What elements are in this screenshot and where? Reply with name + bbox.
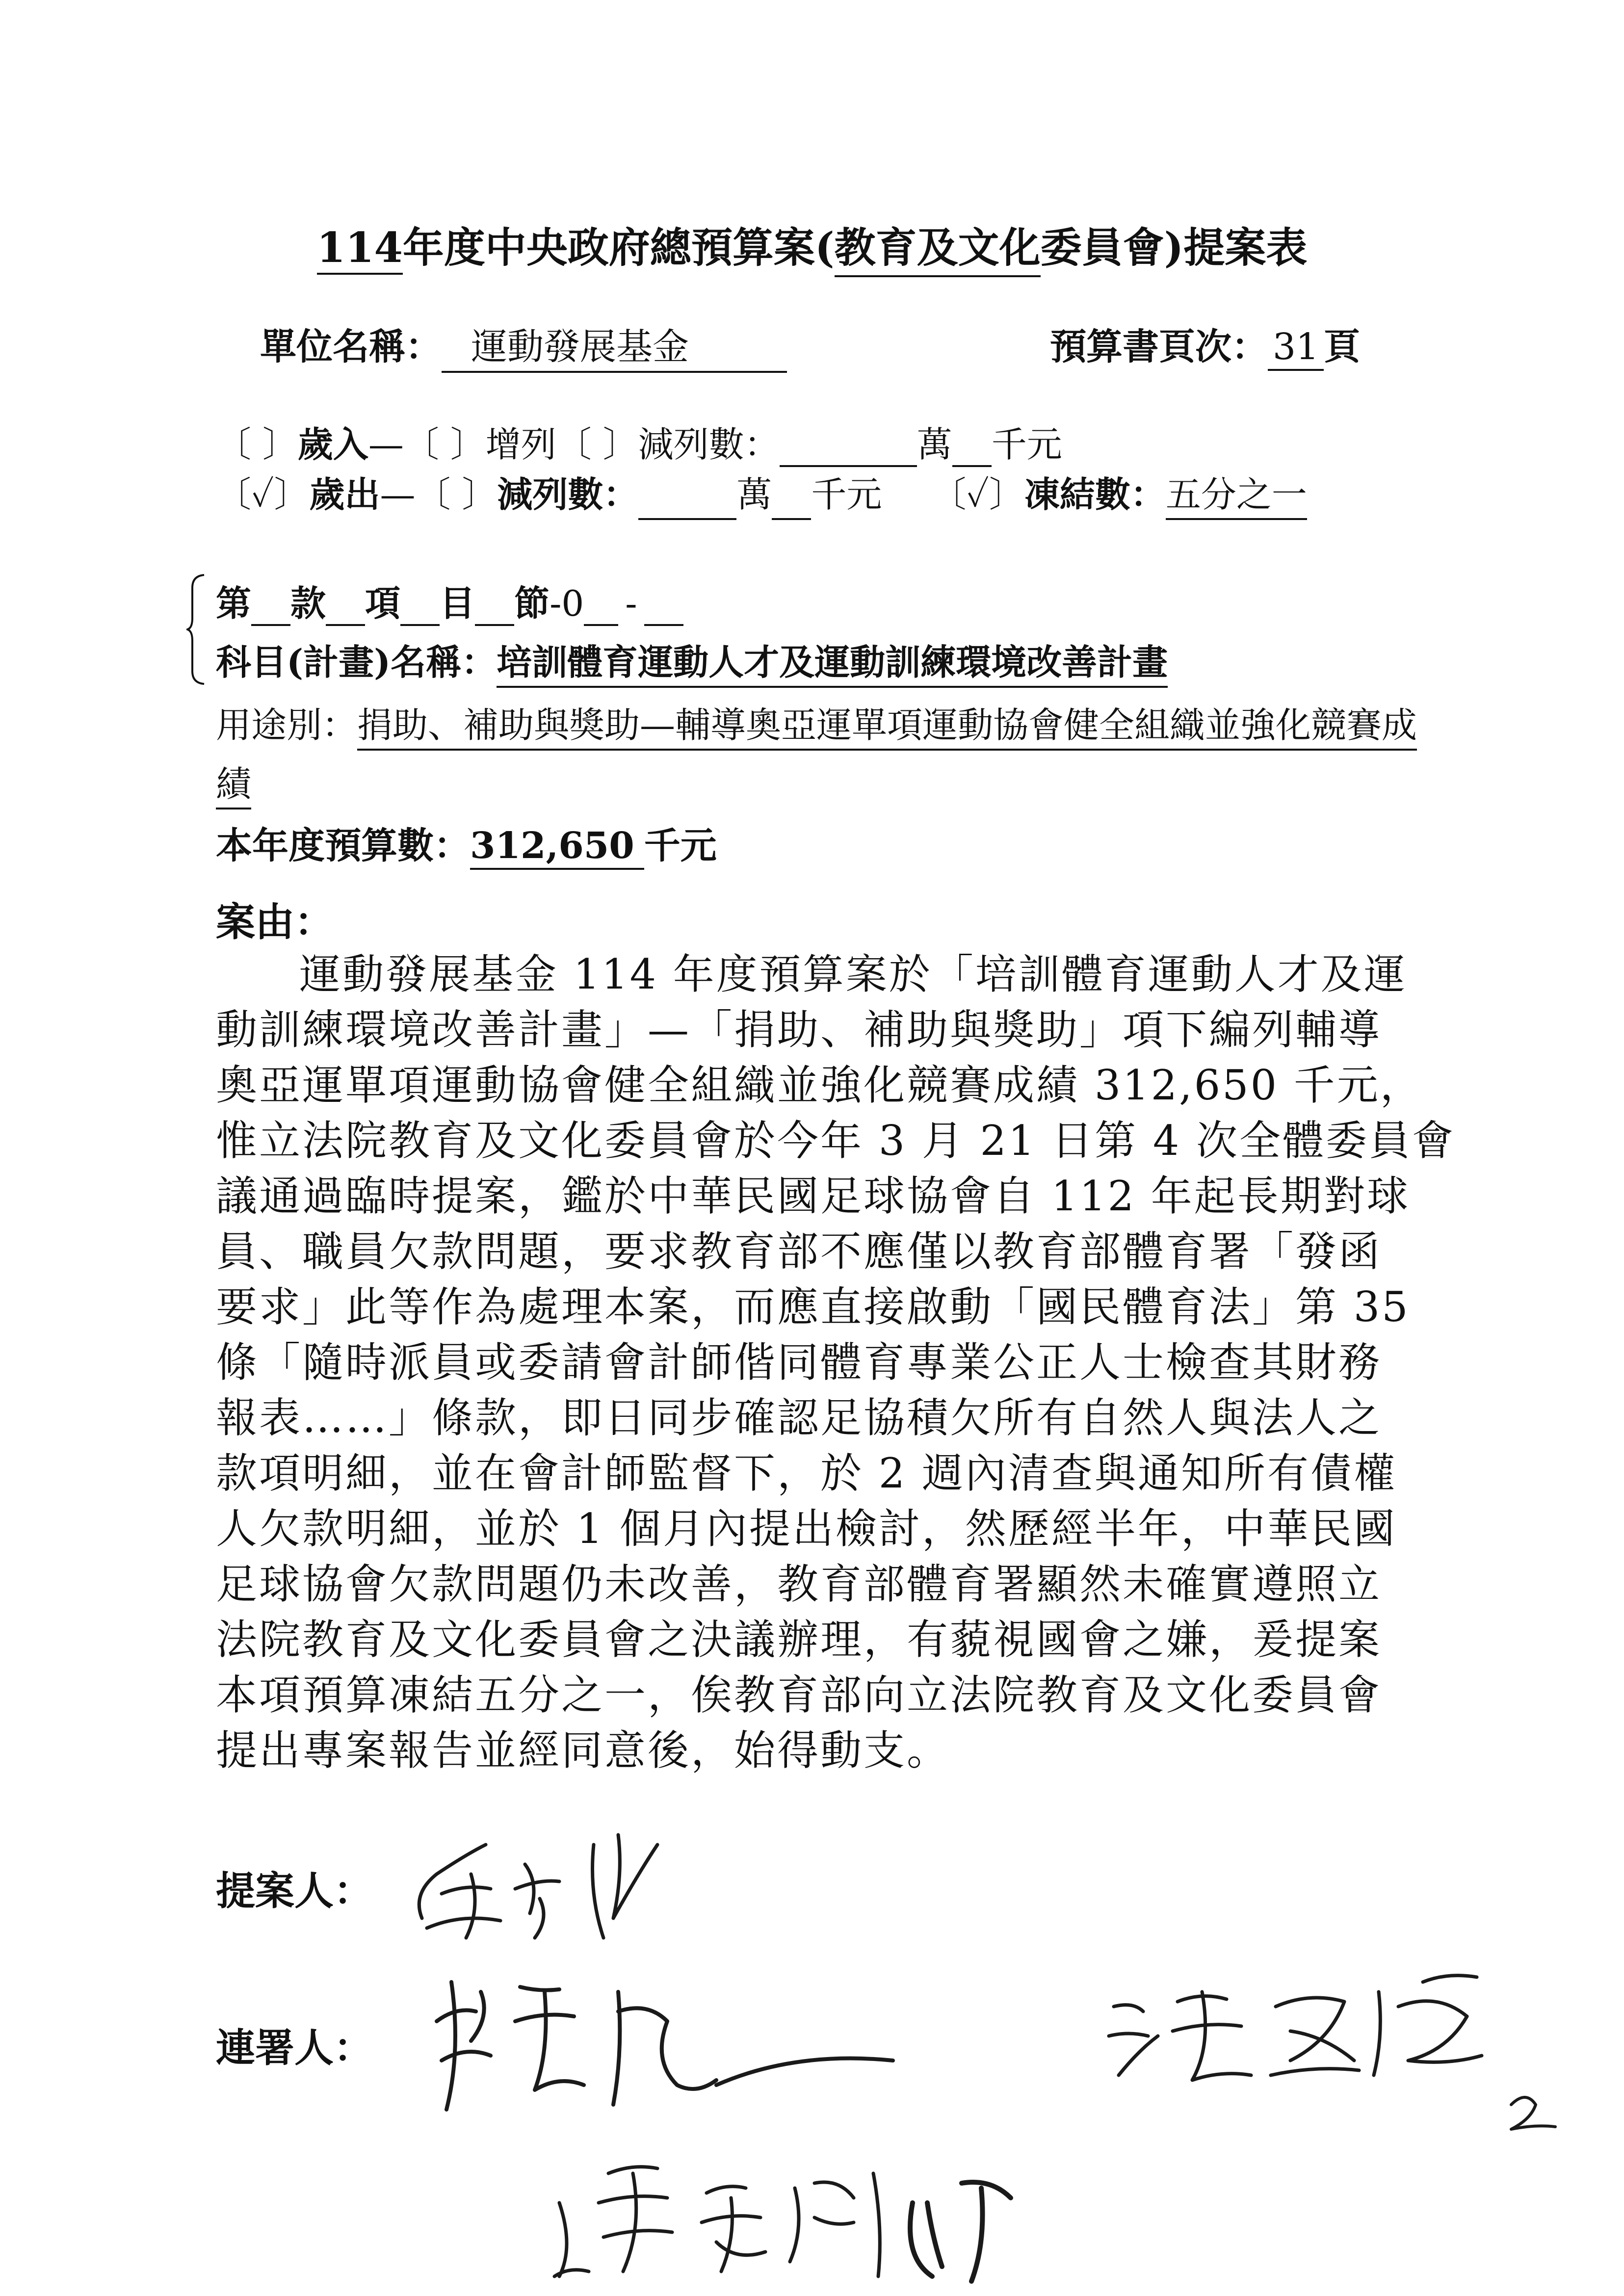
budget-label: 本年度預算數： bbox=[216, 825, 470, 867]
revenue-dash: — bbox=[368, 424, 404, 465]
revenue-row bbox=[216, 416, 1062, 467]
page-ref-suffix: 頁 bbox=[1324, 326, 1361, 368]
budget-value: 312,650 bbox=[470, 825, 644, 870]
revenue-qian-blank bbox=[952, 434, 992, 467]
reason-line: 議通過臨時提案，鑑於中華民國足球協會自 112 年起長期對球 bbox=[216, 1172, 1410, 1220]
code-tail: -0 bbox=[550, 583, 584, 624]
proposer-signature bbox=[393, 1815, 736, 1943]
reason-line: 足球協會欠款問題仍未改善，教育部體育署顯然未確實遵照立 bbox=[216, 1560, 1382, 1608]
code-kuan-prefix: 第 bbox=[216, 582, 252, 624]
reason-line: 奧亞運單項運動協會健全組織並強化競賽成績 312,650 千元， bbox=[216, 1061, 1423, 1109]
cosigner-signature-1 bbox=[422, 1962, 1011, 2124]
budget-unit: 千元 bbox=[644, 825, 717, 867]
code-row bbox=[216, 575, 683, 626]
code-jie: 節 bbox=[514, 582, 550, 624]
usage-row bbox=[216, 697, 1417, 751]
subject-row bbox=[216, 634, 1168, 688]
expenditure-qian-blank bbox=[772, 487, 811, 520]
unit-row bbox=[260, 318, 787, 373]
reason-line: 法院教育及文化委員會之決議辦理，有藐視國會之嫌，爰提案 bbox=[216, 1616, 1382, 1664]
left-brace bbox=[186, 573, 206, 686]
reason-line: 人欠款明細，並於 1 個月內提出檢討，然歷經半年，中華民國 bbox=[216, 1505, 1397, 1553]
expenditure-wan-blank bbox=[638, 487, 736, 520]
reason-line: 提出專案報告並經同意後，始得動支。 bbox=[216, 1726, 950, 1774]
expenditure-decrease-label: 減列數： bbox=[497, 473, 639, 515]
usage-row-continued bbox=[216, 756, 251, 809]
reason-line: 條「隨時派員或委請會計師偕同體育專業公正人士檢查其財務 bbox=[216, 1338, 1382, 1386]
code-blank bbox=[251, 593, 290, 626]
reason-line: 款項明細，並在會計師監督下，於 2 週內清查與通知所有債權 bbox=[216, 1449, 1397, 1497]
code-dash: - bbox=[625, 583, 637, 624]
title-committee: 教育及文化 bbox=[835, 215, 1041, 277]
cosigner-label: 連署人： bbox=[216, 2025, 373, 2071]
expenditure-wan: 萬 bbox=[736, 474, 772, 515]
code-mu: 目 bbox=[440, 582, 475, 624]
subject-label: 科目(計畫)名稱： bbox=[216, 641, 497, 683]
page-ref-value: 31 bbox=[1268, 326, 1324, 371]
reason-label: 案由： bbox=[216, 899, 334, 945]
usage-label: 用途別： bbox=[216, 704, 358, 746]
code-blank bbox=[584, 593, 618, 626]
unit-value: 運動發展基金 bbox=[442, 318, 787, 373]
freeze-value: 五分之一 bbox=[1166, 466, 1307, 520]
expenditure-checkbox: 〔✓〕 bbox=[216, 474, 310, 515]
unit-label: 單位名稱： bbox=[260, 326, 442, 368]
reason-line: 員、職員欠款問題，要求教育部不應僅以教育部體育署「發函 bbox=[216, 1227, 1382, 1276]
reason-line: 本項預算凍結五分之一，俟教育部向立法院教育及文化委員會 bbox=[216, 1671, 1382, 1719]
document-title bbox=[0, 215, 1624, 277]
reason-line: 運動發展基金 114 年度預算案於「培訓體育運動人才及運 bbox=[299, 950, 1407, 998]
revenue-qian: 千元 bbox=[991, 424, 1062, 465]
page-mark bbox=[1501, 2085, 1570, 2139]
title-year: 114 bbox=[317, 223, 403, 275]
code-xiang: 項 bbox=[365, 582, 401, 624]
code-blank bbox=[644, 593, 683, 626]
title-end: 委員會)提案表 bbox=[1040, 223, 1308, 272]
reason-line: 動訓練環境改善計畫」—「捐助、補助與獎助」項下編列輔導 bbox=[216, 1006, 1382, 1054]
freeze-label: 凍結數： bbox=[1024, 473, 1166, 515]
code-blank bbox=[326, 593, 365, 626]
expenditure-label: 歲出 bbox=[309, 473, 380, 515]
revenue-label: 歲入 bbox=[297, 423, 368, 465]
expenditure-dash: — bbox=[380, 474, 416, 515]
page-ref-row bbox=[1050, 318, 1360, 371]
page-ref-label: 預算書頁次： bbox=[1050, 326, 1268, 368]
revenue-decrease: 〔 〕減列數： bbox=[556, 424, 780, 465]
code-kuan: 款 bbox=[290, 582, 326, 624]
freeze-checkbox: 〔✓〕 bbox=[931, 474, 1024, 515]
proposer-label: 提案人： bbox=[216, 1868, 373, 1914]
reason-line: 報表……」條款，即日同步確認足協積欠所有自然人與法人之 bbox=[216, 1394, 1382, 1442]
revenue-wan: 萬 bbox=[917, 424, 952, 465]
revenue-wan-blank bbox=[780, 434, 917, 467]
cosigner-signature-2 bbox=[1104, 1962, 1521, 2090]
reason-body bbox=[216, 947, 1455, 1778]
usage-value-line1: 捐助、補助與獎助—輔導奧亞運單項運動協會健全組織並強化競賽成 bbox=[357, 697, 1417, 751]
title-mid: 年度中央政府總預算案( bbox=[402, 223, 835, 272]
subject-value: 培訓體育運動人才及運動訓練環境改善計畫 bbox=[497, 634, 1168, 688]
code-blank bbox=[400, 593, 440, 626]
revenue-increase: 〔 〕增列 bbox=[403, 424, 556, 465]
cosigner-signature-3 bbox=[540, 2129, 1021, 2286]
revenue-checkbox: 〔 〕 bbox=[216, 424, 298, 465]
usage-value-line2: 績 bbox=[216, 756, 251, 809]
reason-line: 惟立法院教育及文化委員會於今年 3 月 21 日第 4 次全體委員會 bbox=[216, 1117, 1455, 1165]
code-blank bbox=[475, 593, 514, 626]
expenditure-qian: 千元 bbox=[811, 474, 882, 515]
reason-line: 要求」此等作為處理本案，而應直接啟動「國民體育法」第 35 bbox=[216, 1283, 1410, 1331]
expenditure-decrease-checkbox: 〔 〕 bbox=[415, 474, 498, 515]
budget-row bbox=[216, 817, 717, 870]
expenditure-row bbox=[216, 466, 1307, 520]
